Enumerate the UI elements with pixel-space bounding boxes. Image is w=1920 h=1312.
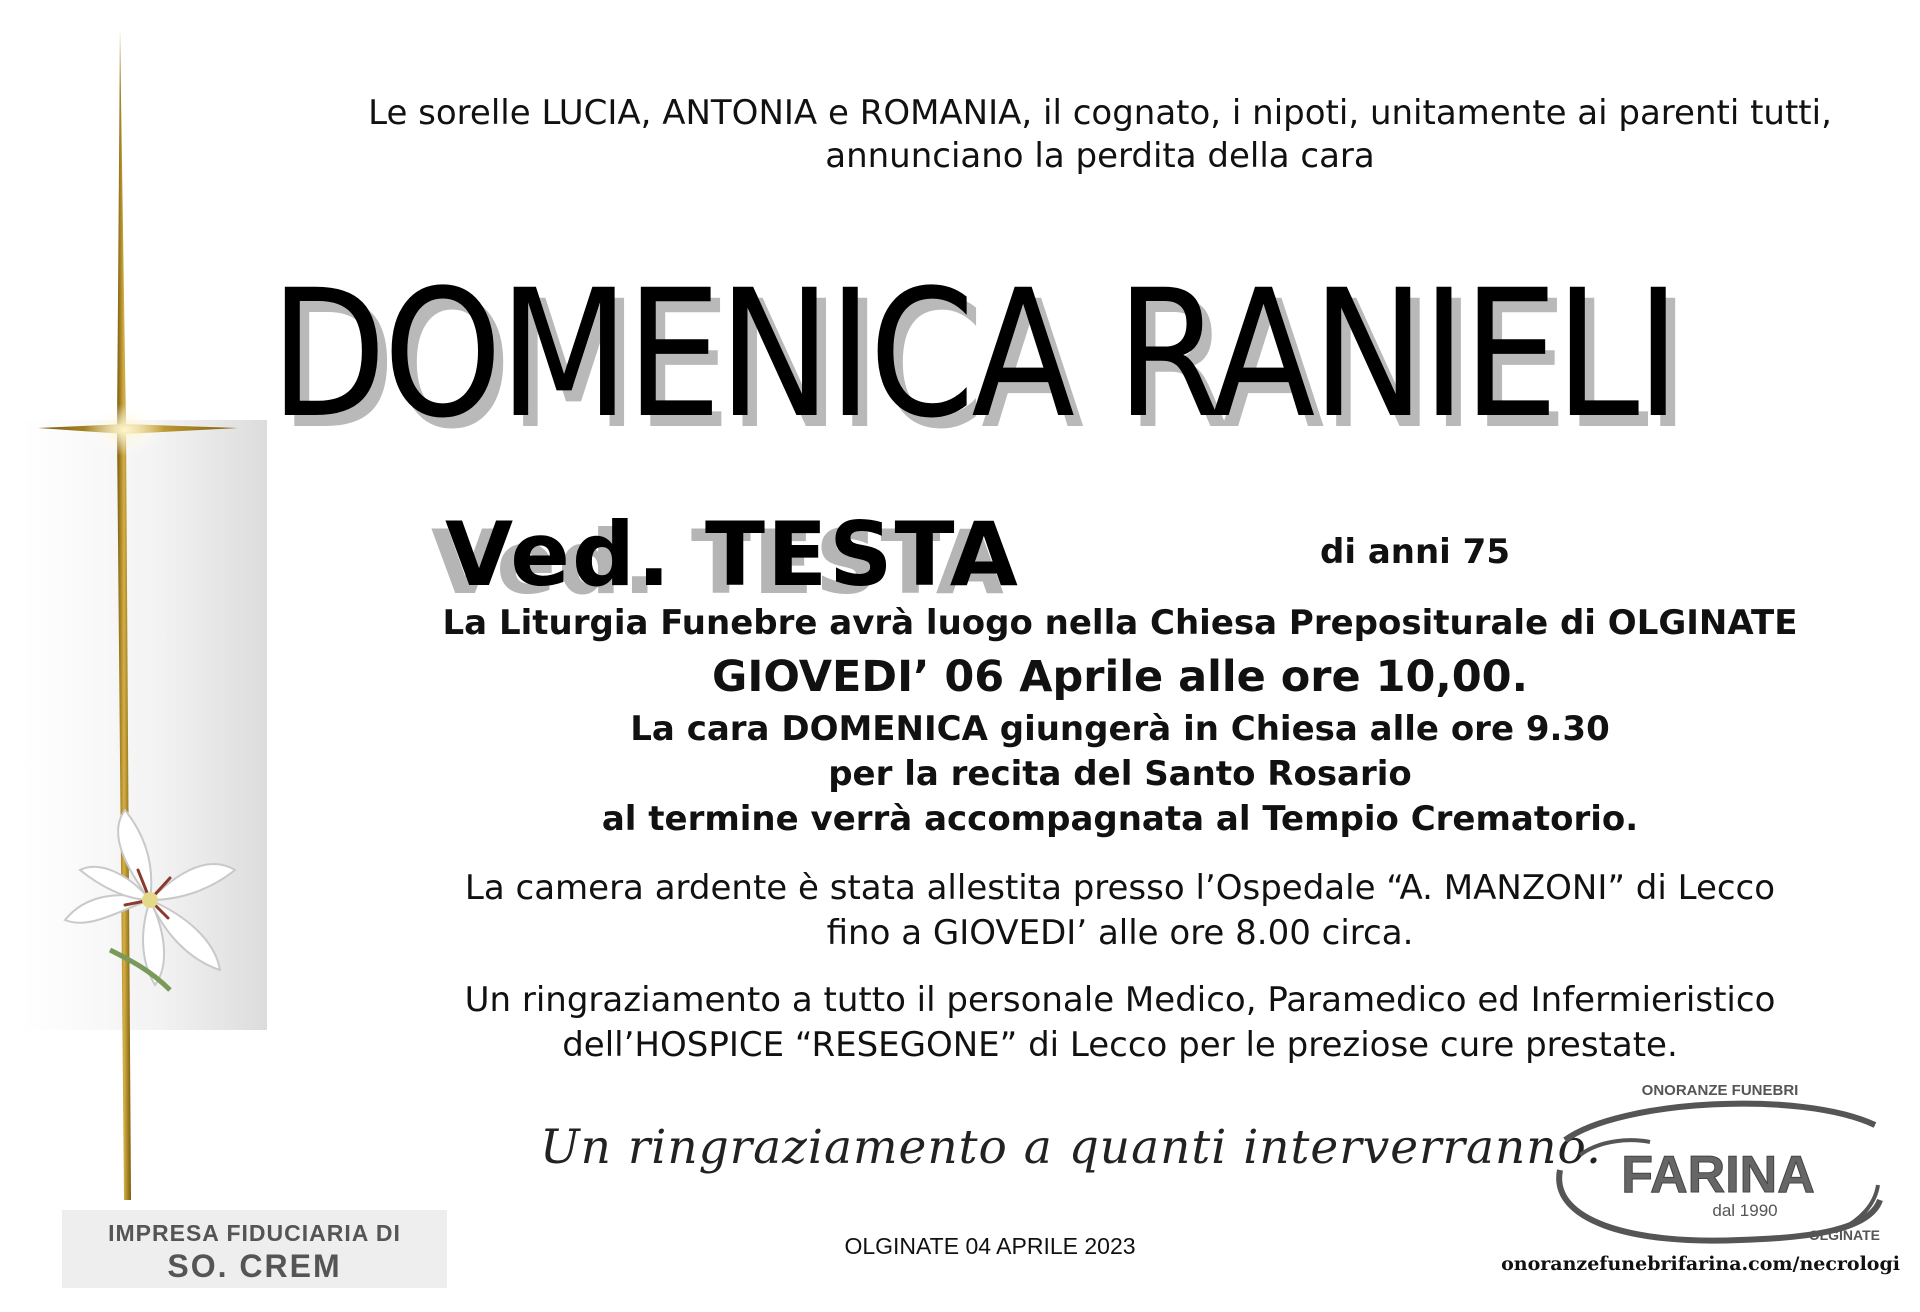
funeral-home-name: FARINA: [1621, 1146, 1815, 1204]
cross-icon: [0, 0, 280, 1312]
funeral-details: [320, 707, 1920, 842]
intro-line-2: annunciano la perdita della cara: [825, 136, 1375, 176]
closing-thanks: Un ringraziamento a quanti interverranno.: [540, 1120, 1602, 1175]
deceased-name: DOMENICA RANIELI: [270, 252, 1678, 457]
gratitude-info: [320, 978, 1920, 1068]
funeral-home-url[interactable]: onoranzefunebrifarina.com/necrologi: [1501, 1253, 1900, 1275]
chapel-info: [320, 866, 1920, 956]
age-label: di anni 75: [1320, 532, 1510, 572]
announcement-date: OLGINATE 04 APRILE 2023: [844, 1233, 1136, 1259]
fiduciary-box: [62, 1210, 447, 1288]
funeral-date-time: GIOVEDI’ 06 Aprile alle ore 10,00.: [712, 652, 1528, 702]
fiduciary-line-1: IMPRESA FIDUCIARIA DI: [108, 1220, 401, 1246]
cross-decoration: [0, 0, 280, 1312]
lily-flower-icon: [50, 800, 250, 1000]
deceased-name-block: [270, 252, 1910, 465]
funeral-home-since: dal 1990: [1712, 1201, 1778, 1220]
funeral-crematorium: al termine verrà accompagnata al Tempio Crematorio.: [601, 799, 1639, 839]
widow-of-label: Ved. TESTA: [445, 503, 1020, 606]
funeral-home-logo: [1540, 1080, 1900, 1280]
gratitude-line-2: dell’HOSPICE “RESEGONE” di Lecco per le preziose cure prestate.: [562, 1025, 1678, 1065]
chapel-line-1: La camera ardente è stata allestita presso l’Ospedale “A. MANZONI” di Lecco: [464, 868, 1776, 908]
intro-line-1: Le sorelle LUCIA, ANTONIA e ROMANIA, il cognato, i nipoti, unitamente ai parenti tutti,: [368, 93, 1832, 133]
funeral-location: La Liturgia Funebre avrà luogo nella Chiesa Prepositurale di OLGINATE: [442, 603, 1798, 643]
funeral-home-top: ONORANZE FUNEBRI: [1641, 1082, 1799, 1099]
funeral-arrival: La cara DOMENICA giungerà in Chiesa alle ore 9.30: [630, 709, 1610, 749]
chapel-line-2: fino a GIOVEDI’ alle ore 8.00 circa.: [826, 913, 1414, 953]
funeral-rosary: per la recita del Santo Rosario: [828, 754, 1412, 794]
announcement-intro: [300, 92, 1900, 178]
gratitude-line-1: Un ringraziamento a tutto il personale Medico, Paramedico ed Infermieristico: [464, 980, 1776, 1020]
fiduciary-line-2: SO. CREM: [167, 1248, 342, 1284]
funeral-home-town: OLGINATE: [1808, 1227, 1880, 1243]
